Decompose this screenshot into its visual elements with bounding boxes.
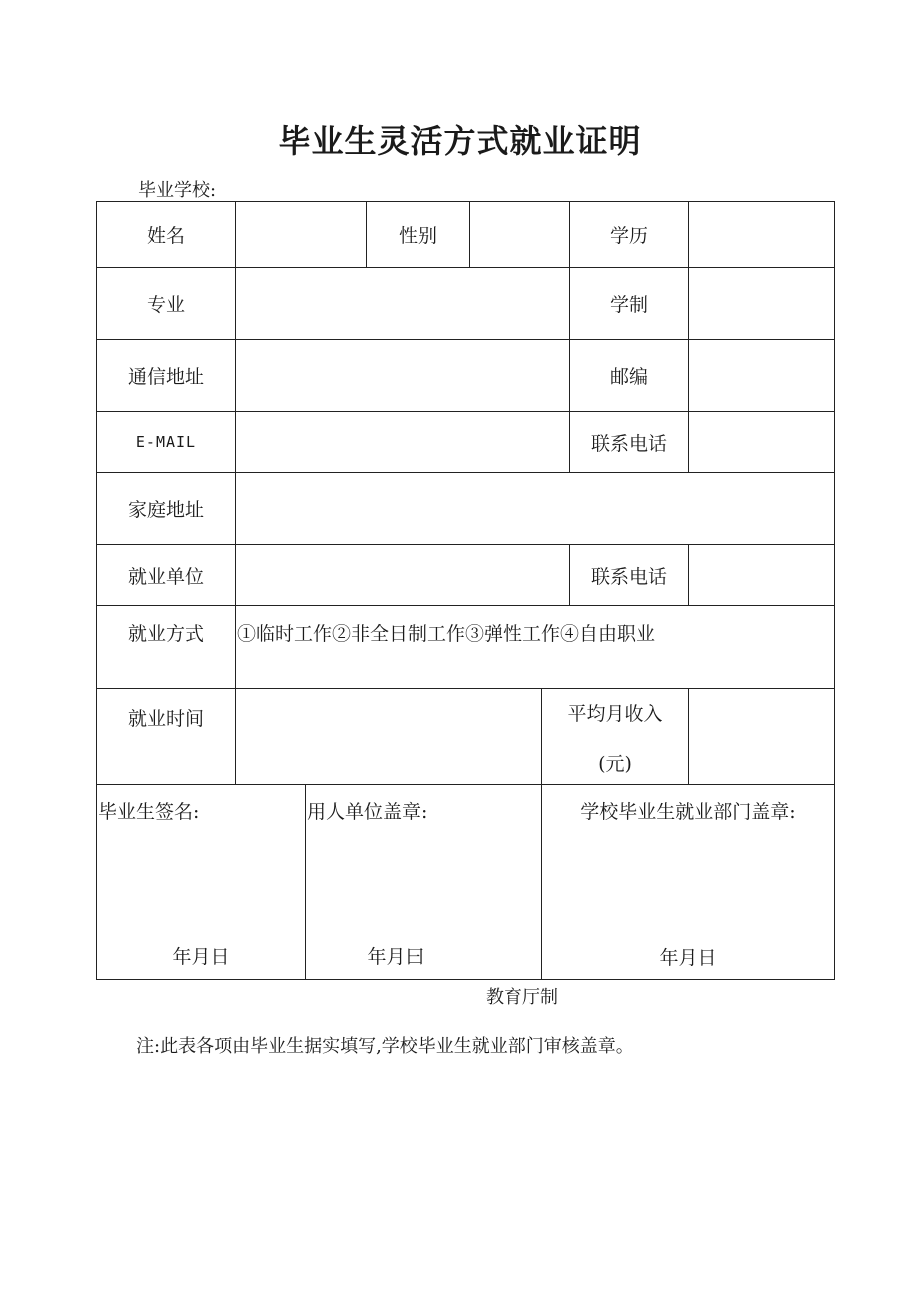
label-phone: 联系电话 [590,432,667,455]
table-border [235,201,236,785]
table-border [469,201,470,268]
table-border [96,688,835,689]
label-income-unit: (元) [598,752,632,775]
label-address: 通信地址 [127,366,204,388]
table-border [688,688,689,785]
date-graduate: 年月日 [172,945,230,968]
label-postcode: 邮编 [609,366,648,388]
label-education: 学历 [609,225,648,247]
school-seal-label: 学校毕业生就业部门盖章: [580,800,796,823]
label-employment-mode: 就业方式 [127,622,204,645]
employment-options: ①临时工作②非全日制工作③弹性工作④自由职业 [237,622,656,645]
label-employer: 就业单位 [127,565,204,588]
table-border [688,544,689,606]
date-employer: 年月曰 [367,945,425,968]
graduate-signature-label: 毕业生签名: [98,800,200,823]
table-border [96,784,835,785]
label-gender: 性别 [398,225,437,247]
label-email: E-MAIL [135,433,197,451]
label-employer-phone: 联系电话 [590,565,667,588]
table-border [96,605,835,606]
table-border [688,201,689,473]
issuer-label: 教育厅制 [486,987,558,1008]
label-name: 姓名 [146,225,185,247]
document-title: 毕业生灵活方式就业证明 [278,122,642,160]
label-major: 专业 [146,294,185,316]
date-school: 年月日 [659,946,717,969]
school-label: 毕业学校: [138,180,217,201]
label-home-address: 家庭地址 [127,499,204,521]
table-border [834,201,835,980]
label-duration: 学制 [609,294,648,316]
footnote: 注:此表各项由毕业生据实填写,学校毕业生就业部门审核盖章。 [136,1036,634,1057]
label-employment-time: 就业时间 [127,707,204,730]
employer-seal-label: 用人单位盖章: [307,800,428,823]
label-income: 平均月收入 [567,702,663,725]
table-border [96,979,835,980]
